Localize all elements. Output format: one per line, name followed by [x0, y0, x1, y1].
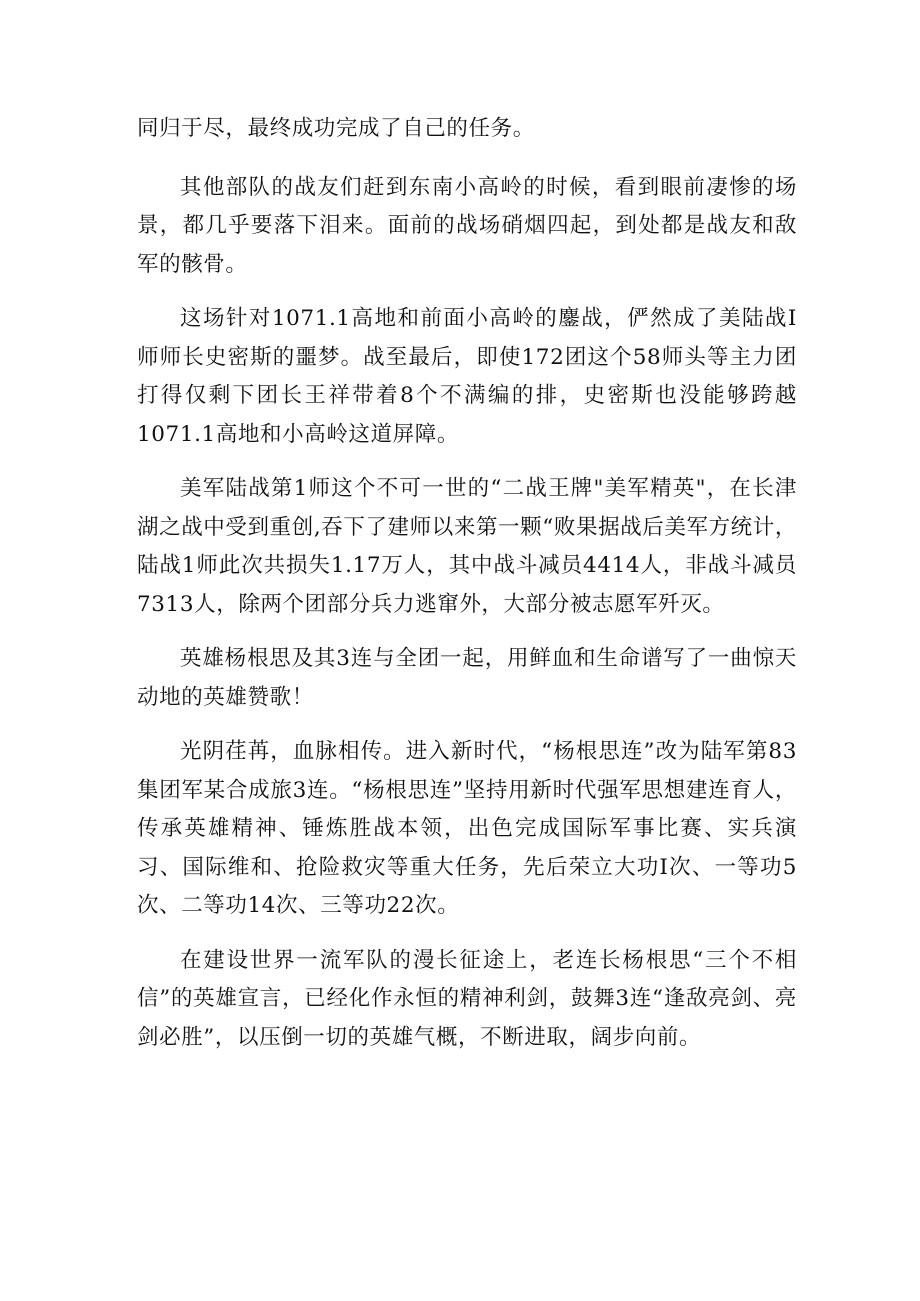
paragraph-5: 英雄杨根思及其3连与全团一起，用鲜血和生命谱写了一曲惊天动地的英雄赞歌！	[137, 646, 797, 710]
paragraph-3: 这场针对1071.1高地和前面小高岭的鏖战，俨然成了美陆战I师师长史密斯的噩梦。战至最后，即使172团这个58师头等主力团打得仅剩下团长王祥带着8个不满编的排，史密斯也没能够跨越1071.1高地和小高岭这道屏障。	[137, 306, 797, 447]
paragraph-4: 美军陆战第1师这个不可一世的“二战王牌"美军精英"，在长津湖之战中受到重创,吞下了建师以来第一颗“败果据战后美军方统计，陆战1师此次共损失1.17万人，其中战斗减员4414人，非战斗减员7313人，除两个团部分兵力逃窜外，大部分被志愿军歼灭。	[137, 476, 797, 617]
paragraph-2: 其他部队的战友们赶到东南小高岭的时候，看到眼前凄惨的场景，都几乎要落下泪来。面前的战场硝烟四起，到处都是战友和敌军的骸骨。	[137, 174, 797, 277]
document-body	[137, 110, 797, 1073]
paragraph-1: 同归于尽，最终成功完成了自己的任务。	[137, 116, 535, 141]
paragraph-7: 在建设世界一流军队的漫长征途上，老连长杨根思“三个不相信”的英雄宣言，已经化作永恒的精神利剑，鼓舞3连“逢敌亮剑、亮剑必胜”，以压倒一切的英雄气概，不断进取，阔步向前。	[137, 947, 797, 1050]
paragraph-6: 光阴荏苒，血脉相传。进入新时代，“杨根思连”改为陆军第83集团军某合成旅3连。“杨根思连”坚持用新时代强军思想建连育人，传承英雄精神、锤炼胜战本领，出色完成国际军事比赛、实兵演习、国际维和、抢险救灾等重大任务，先后荣立大功I次、一等功5次、二等功14次、三等功22次。	[137, 739, 797, 918]
